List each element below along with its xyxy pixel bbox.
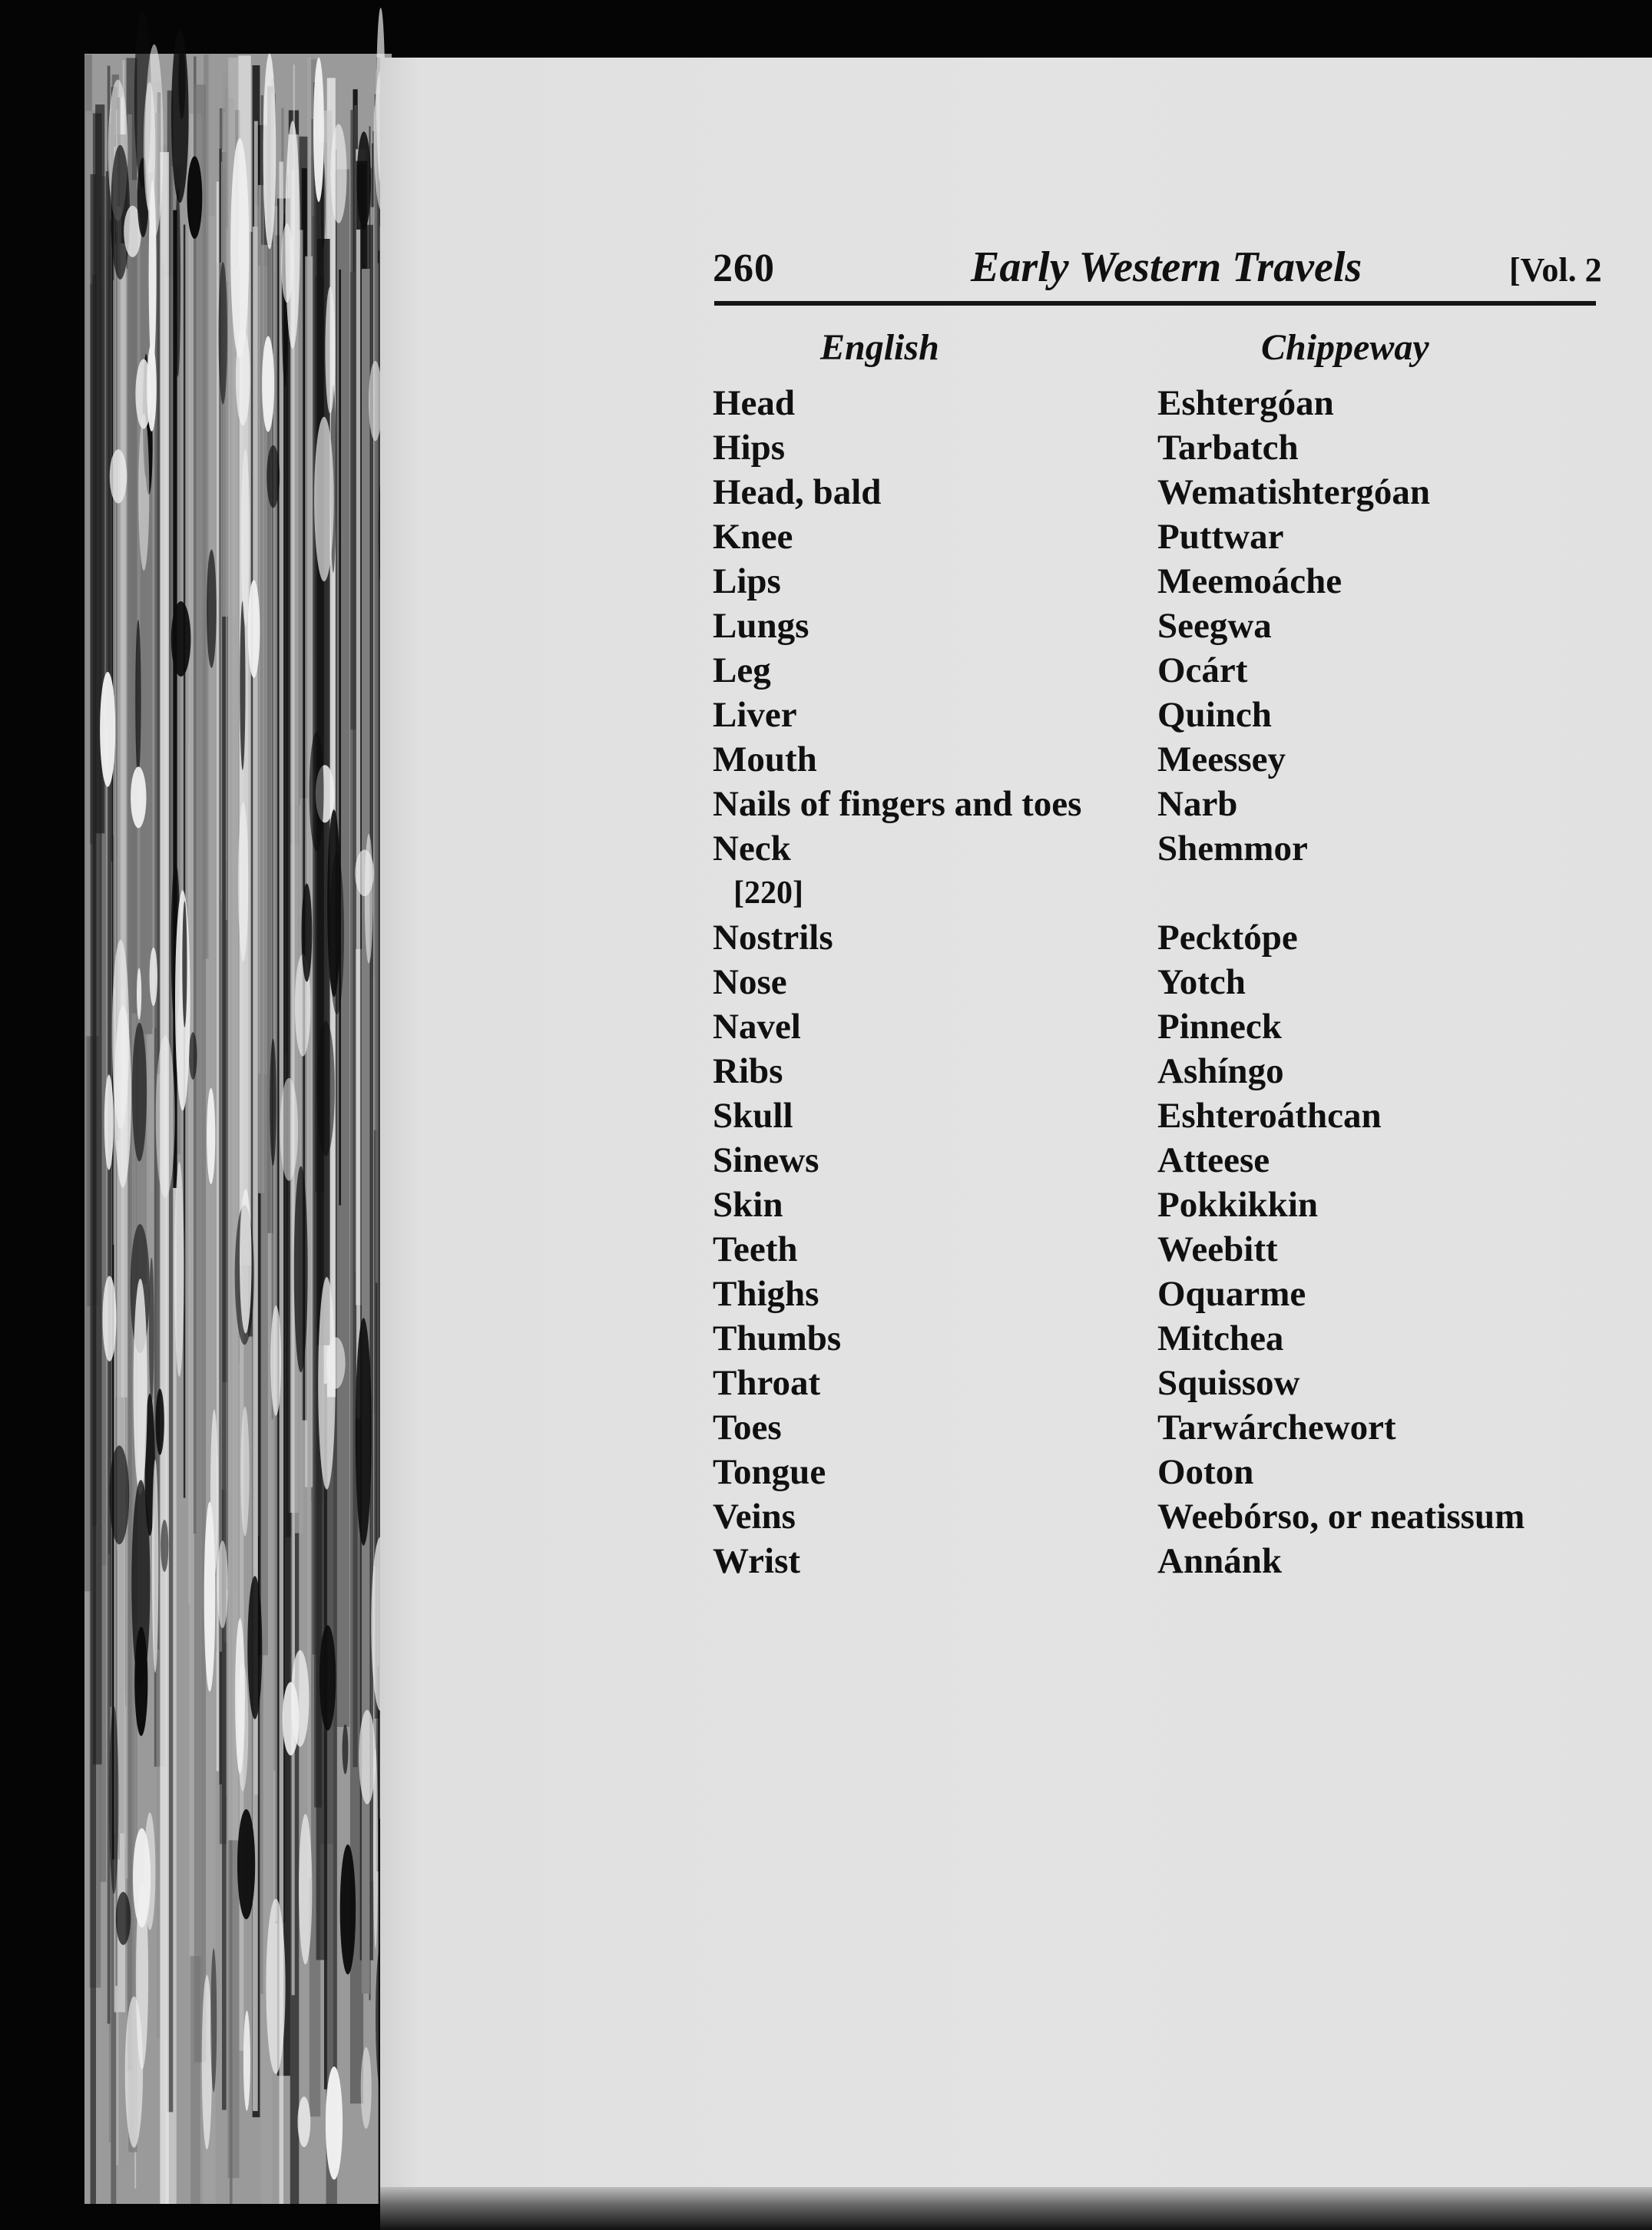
vocabulary-row bbox=[0, 1494, 1652, 1539]
chippeway-word: Meemoáche bbox=[1157, 561, 1342, 601]
english-word: Navel bbox=[713, 1007, 801, 1047]
chippeway-word: Tarbatch bbox=[1157, 428, 1299, 468]
header-rule bbox=[714, 301, 1596, 306]
vocabulary-row bbox=[0, 1405, 1652, 1450]
vocabulary-row bbox=[0, 514, 1652, 559]
vocabulary-row bbox=[0, 1450, 1652, 1494]
vocabulary-row bbox=[0, 826, 1652, 871]
vocabulary-row bbox=[0, 737, 1652, 782]
vocabulary-row bbox=[0, 1227, 1652, 1272]
english-word: Ribs bbox=[713, 1051, 783, 1091]
english-column-heading: English bbox=[820, 327, 939, 368]
english-word: Thighs bbox=[713, 1274, 819, 1314]
english-word: Toes bbox=[713, 1408, 782, 1448]
chippeway-word: Eshtergóan bbox=[1157, 383, 1334, 423]
chippeway-word: Eshteroáthcan bbox=[1157, 1096, 1382, 1136]
english-word: Teeth bbox=[713, 1229, 798, 1269]
chippeway-word: Squissow bbox=[1157, 1363, 1300, 1403]
english-word: Skin bbox=[713, 1185, 783, 1225]
english-word: Neck bbox=[713, 829, 791, 869]
english-word: Knee bbox=[713, 517, 793, 557]
vocabulary-row bbox=[0, 1361, 1652, 1405]
chippeway-word: Annánk bbox=[1157, 1541, 1282, 1581]
vocabulary-row bbox=[0, 1138, 1652, 1183]
chippeway-word: Ooton bbox=[1157, 1452, 1254, 1492]
chippeway-word: Meessey bbox=[1157, 739, 1286, 779]
chippeway-column-heading: Chippeway bbox=[1261, 327, 1429, 368]
page-number: 260 bbox=[713, 246, 775, 290]
vocabulary-row bbox=[0, 915, 1652, 960]
vocabulary-row bbox=[0, 1183, 1652, 1227]
vocabulary-row bbox=[0, 381, 1652, 425]
vocabulary-row bbox=[0, 648, 1652, 693]
vocabulary-row bbox=[0, 559, 1652, 604]
vocabulary-row bbox=[0, 693, 1652, 737]
english-word: Veins bbox=[713, 1497, 796, 1537]
english-word: Nose bbox=[713, 962, 787, 1002]
english-word: Skull bbox=[713, 1096, 793, 1136]
english-word: Lips bbox=[713, 561, 781, 601]
chippeway-word: Tarwárchewort bbox=[1157, 1408, 1396, 1448]
page-bottom-shadow bbox=[380, 2187, 1652, 2230]
chippeway-word: Narb bbox=[1157, 784, 1238, 824]
chippeway-word: Mitchea bbox=[1157, 1318, 1284, 1358]
vocabulary-row bbox=[0, 1272, 1652, 1316]
chippeway-word: Wematishtergóan bbox=[1157, 472, 1431, 512]
original-page-marker-row bbox=[0, 871, 1652, 915]
english-word: Lungs bbox=[713, 606, 809, 646]
english-word: Hips bbox=[713, 428, 786, 468]
chippeway-word: Pecktópe bbox=[1157, 918, 1298, 958]
vocabulary-row bbox=[0, 604, 1652, 648]
vocabulary-row bbox=[0, 425, 1652, 470]
english-word: Head, bald bbox=[713, 472, 882, 512]
english-word: Nails of fingers and toes bbox=[713, 784, 1082, 824]
running-head bbox=[713, 240, 1602, 301]
chippeway-word: Oquarme bbox=[1157, 1274, 1306, 1314]
english-word: Mouth bbox=[713, 739, 817, 779]
volume-label: [Vol. 2 bbox=[1509, 251, 1602, 289]
english-word: Wrist bbox=[713, 1541, 801, 1581]
vocabulary-row bbox=[0, 1093, 1652, 1138]
chippeway-word: Weebórso, or neatissum bbox=[1157, 1497, 1525, 1537]
vocabulary-row bbox=[0, 960, 1652, 1004]
chippeway-word: Atteese bbox=[1157, 1140, 1270, 1180]
vocabulary-row bbox=[0, 1539, 1652, 1583]
english-word: Thumbs bbox=[713, 1318, 842, 1358]
book-title: Early Western Travels bbox=[971, 243, 1362, 291]
chippeway-word: Weebitt bbox=[1157, 1229, 1278, 1269]
english-word: Throat bbox=[713, 1363, 821, 1403]
chippeway-word: Puttwar bbox=[1157, 517, 1284, 557]
english-word: Liver bbox=[713, 695, 797, 735]
vocabulary-row bbox=[0, 1049, 1652, 1093]
chippeway-word: Quinch bbox=[1157, 695, 1272, 735]
chippeway-word: Shemmor bbox=[1157, 829, 1308, 869]
chippeway-word: Pinneck bbox=[1157, 1007, 1282, 1047]
english-word: Head bbox=[713, 383, 796, 423]
chippeway-word: Yotch bbox=[1157, 962, 1246, 1002]
english-word: Sinews bbox=[713, 1140, 819, 1180]
english-word: Nostrils bbox=[713, 918, 833, 958]
vocabulary-row bbox=[0, 1004, 1652, 1049]
chippeway-word: Ashíngo bbox=[1157, 1051, 1284, 1091]
chippeway-word: Pokkikkin bbox=[1157, 1185, 1319, 1225]
chippeway-word: Ocárt bbox=[1157, 650, 1248, 690]
vocabulary-row bbox=[0, 782, 1652, 826]
vocabulary-row bbox=[0, 470, 1652, 514]
chippeway-word: Seegwa bbox=[1157, 606, 1272, 646]
english-word: Leg bbox=[713, 650, 771, 690]
english-word: Tongue bbox=[713, 1452, 826, 1492]
original-page-marker: [220] bbox=[733, 875, 803, 911]
vocabulary-row bbox=[0, 1316, 1652, 1361]
